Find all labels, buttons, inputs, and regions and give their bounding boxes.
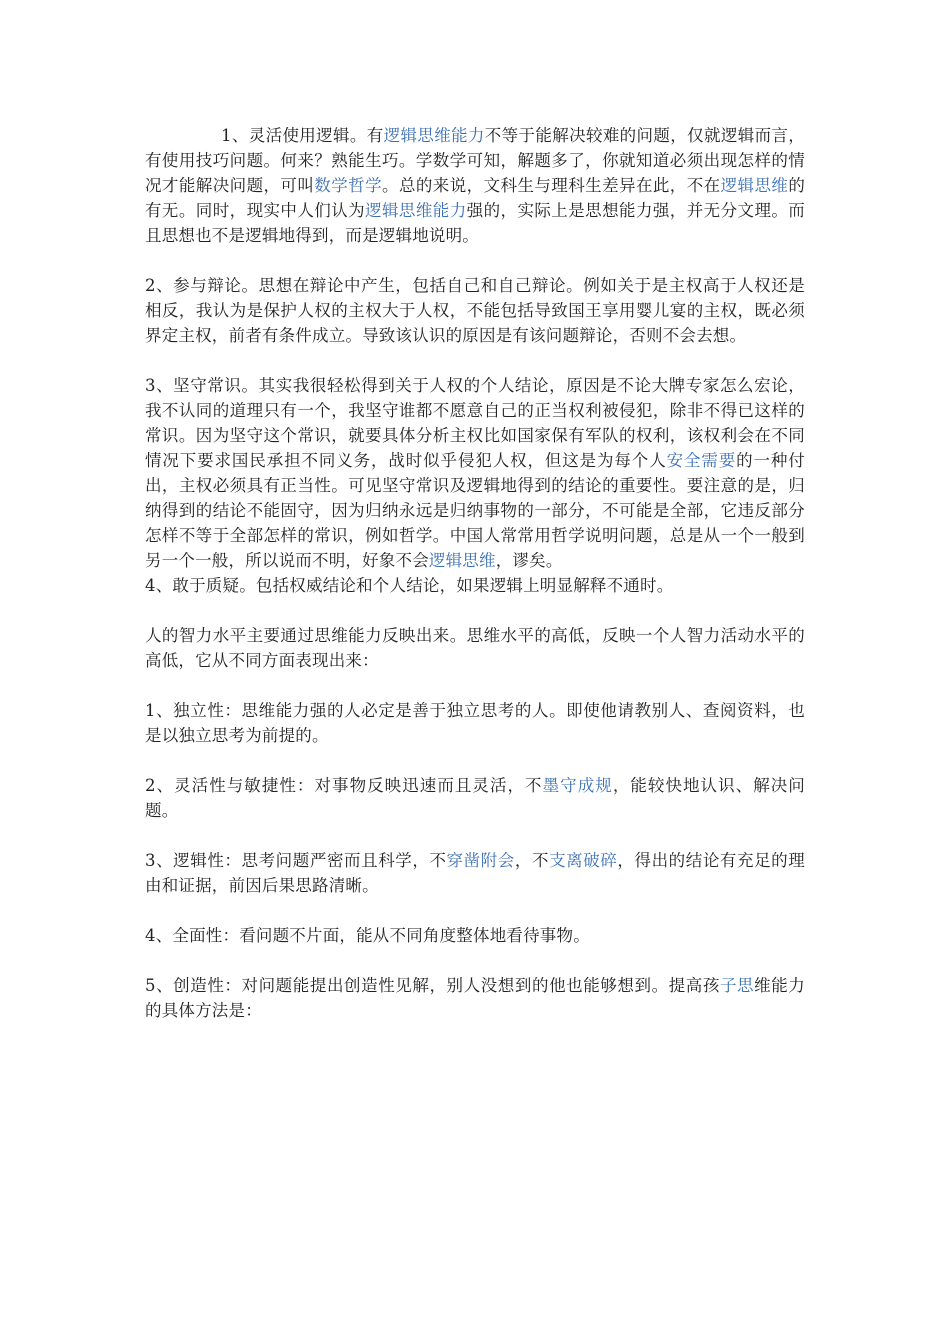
inline-link[interactable]: 逻辑思维能力: [365, 201, 467, 220]
text-run: ，得出的结论有充足的理由和证据，前因后果思路清晰。: [145, 851, 805, 895]
paragraph-p7: [145, 773, 805, 823]
paragraph-p2: [145, 273, 805, 348]
text-run: 维能力的具体方法是：: [145, 976, 805, 1020]
text-run: 不等于能解决较难的问题，仅就逻辑而言，有使用技巧问题。何来？熟能生巧。学数学可知，解题多了，你就知道必须出现怎样的情况才能解决问题，可叫: [145, 126, 806, 195]
text-run: 2、灵活性与敏捷性：对事物反映迅速而且灵活，不: [145, 776, 543, 795]
inline-link[interactable]: 逻辑思维能力: [383, 126, 485, 145]
text-run: 1、独立性：思维能力强的人必定是善于独立思考的人。即使他请教别人、查阅资料，也是以独立思考为前提的。: [145, 701, 805, 745]
text-run: 。总的来说，文科生与理科生差异在此，不在: [382, 176, 721, 195]
inline-link[interactable]: 支离破碎: [549, 851, 618, 870]
text-run: 4、敢于质疑。包括权威结论和个人结论，如果逻辑上明显解释不通时。: [145, 576, 674, 595]
text-run: 4、全面性：看问题不片面，能从不同角度整体地看待事物。: [145, 926, 590, 945]
inline-link[interactable]: 墨守成规: [542, 776, 613, 795]
text-run: 3、坚守常识。其实我很轻松得到关于人权的个人结论，原因是不论大牌专家怎么宏论，我不认同的道理只有一个，我坚守谁都不愿意自己的正当权利被侵犯，除非不得已这样的常识。因为坚守这个常识，就要具体分析主权比如国家保有军队的权利，该权利会在不同情况下要求国民承担不同义务，战时似乎侵犯人权，但这是为每个人: [145, 376, 805, 470]
paragraph-p8: [145, 848, 805, 898]
document-body: [145, 123, 805, 1048]
inline-link[interactable]: 安全需要: [666, 451, 737, 470]
text-run: 强的，实际上是思想能力强，并无分文理。而且思想也不是逻辑地得到，而是逻辑地说明。: [145, 201, 806, 245]
text-run: ，能较快地认识、解决问题。: [145, 776, 805, 820]
inline-link[interactable]: 子思: [719, 976, 755, 995]
inline-link[interactable]: 穿凿附会: [446, 851, 515, 870]
paragraph-p6: [145, 698, 805, 748]
text-run: ，谬矣。: [495, 551, 563, 570]
text-run: 3、逻辑性：思考问题严密而且科学，不: [145, 851, 447, 870]
text-run: 的一种付出，主权必须具有正当性。可见坚守常识及逻辑地得到的结论的重要性。要注意的是，归纳得到的结论不能固守，因为归纳永远是归纳事物的一部分，不可能是全部，它违反部分怎样不等于全部怎样的常识，例如哲学。中国人常常用哲学说明问题，总是从一个一般到另一个一般，所以说而不明，好象不会: [145, 451, 805, 570]
text-run: 的有无。同时，现实中人们认为: [145, 176, 806, 220]
inline-link[interactable]: 逻辑思维: [428, 551, 496, 570]
paragraph-p4: [145, 573, 805, 598]
paragraph-p3: [145, 373, 805, 573]
paragraph-p10: [145, 973, 805, 1023]
text-run: 1、灵活使用逻辑。有: [221, 126, 384, 145]
inline-link[interactable]: 数学哲学: [314, 176, 383, 195]
paragraph-p1: [145, 123, 805, 248]
text-run: 2、参与辩论。思想在辩论中产生，包括自己和自己辩论。例如关于是主权高于人权还是相反，我认为是保护人权的主权大于人权，不能包括导致国王享用婴儿宴的主权，既必须界定主权，前者有条件成立。导致该认识的原因是有该问题辩论，否则不会去想。: [145, 276, 805, 345]
text-run: ，不: [514, 851, 550, 870]
inline-link[interactable]: 逻辑思维: [720, 176, 789, 195]
text-run: 5、创造性：对问题能提出创造性见解，别人没想到的他也能够想到。提高孩: [145, 976, 720, 995]
paragraph-p5: [145, 623, 805, 673]
text-run: 人的智力水平主要通过思维能力反映出来。思维水平的高低，反映一个人智力活动水平的高低，它从不同方面表现出来：: [145, 626, 805, 670]
paragraph-p9: [145, 923, 805, 948]
